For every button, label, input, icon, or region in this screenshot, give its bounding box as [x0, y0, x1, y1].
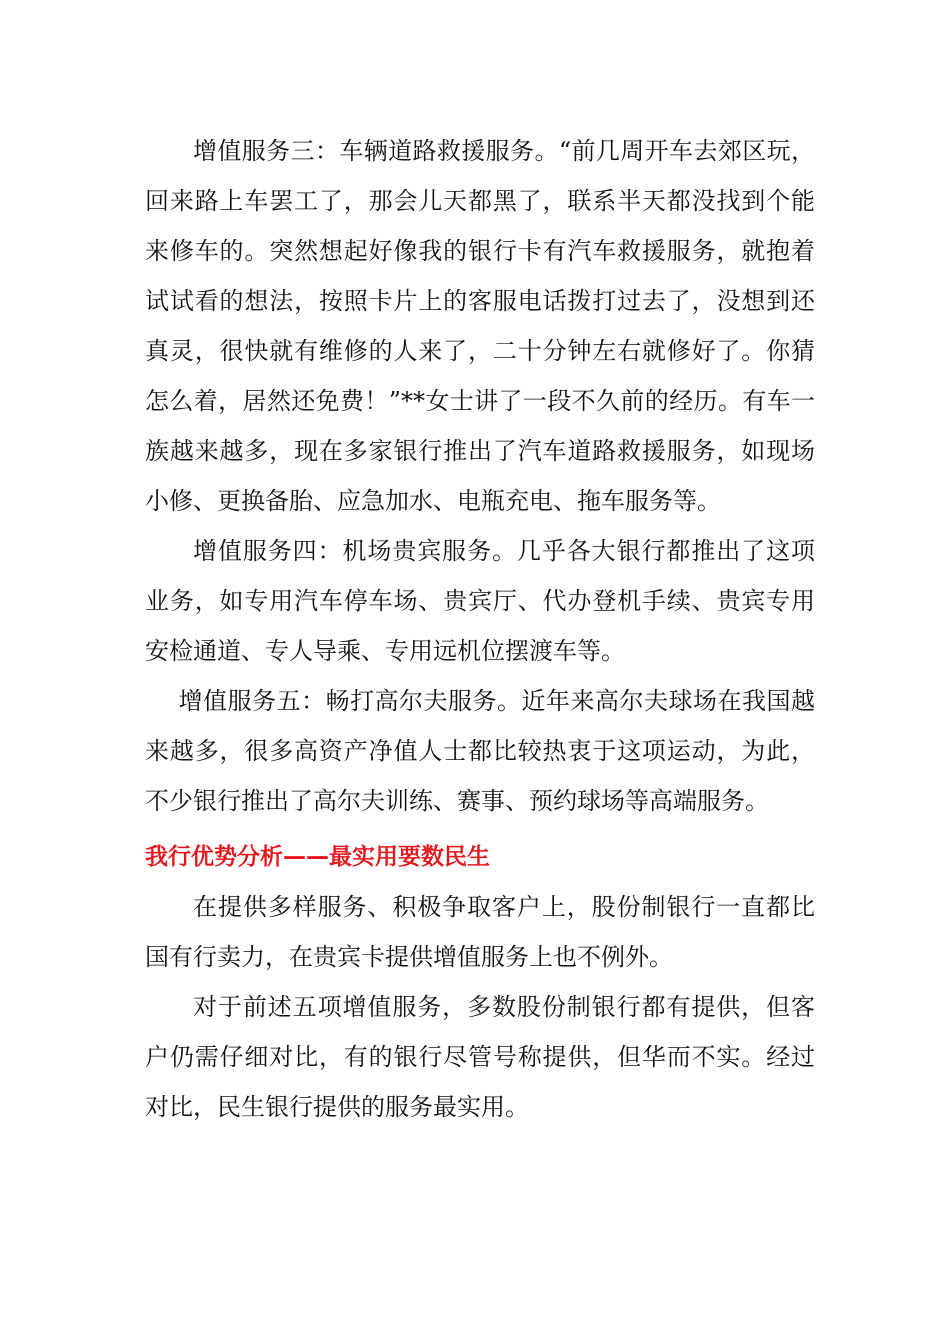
paragraph-service-five: 增值服务五：畅打高尔夫服务。近年来高尔夫球场在我国越来越多，很多高资产净值人士都比较热衷于这项运动，为此，不少银行推出了高尔夫训练、赛事、预约球场等高端服务。	[145, 687, 815, 815]
paragraph-service-four: 增值服务四：机场贵宾服务。几乎各大银行都推出了这项业务，如专用汽车停车场、贵宾厅、代办登机手续、贵宾专用安检通道、专人导乘、专用远机位摆渡车等。	[145, 537, 815, 665]
paragraph-advantage-comparison: 对于前述五项增值服务，多数股份制银行都有提供，但客户仍需仔细对比，有的银行尽管号称提供，但华而不实。经过对比，民生银行提供的服务最实用。	[145, 993, 815, 1121]
paragraph-service-three: 增值服务三：车辆道路救援服务。“前几周开车去郊区玩，回来路上车罢工了，那会儿天都黑了，联系半天都没找到个能来修车的。突然想起好像我的银行卡有汽车救援服务，就抱着试试看的想法，按照卡片上的客服电话拨打过去了，没想到还真灵，很快就有维修的人来了，二十分钟左右就修好了。你猜怎么着，居然还免费！”**女士讲了一段不久前的经历。有车一族越来越多，现在多家银行推出了汽车道路救援服务，如现场小修、更换备胎、应急加水、电瓶充电、拖车服务等。	[145, 137, 815, 515]
document-body	[145, 126, 815, 1132]
section-heading: 我行优势分析——最实用要数民生	[145, 844, 490, 870]
paragraph-advantage-intro: 在提供多样服务、积极争取客户上，股份制银行一直都比国有行卖力，在贵宾卡提供增值服务上也不例外。	[145, 893, 815, 971]
